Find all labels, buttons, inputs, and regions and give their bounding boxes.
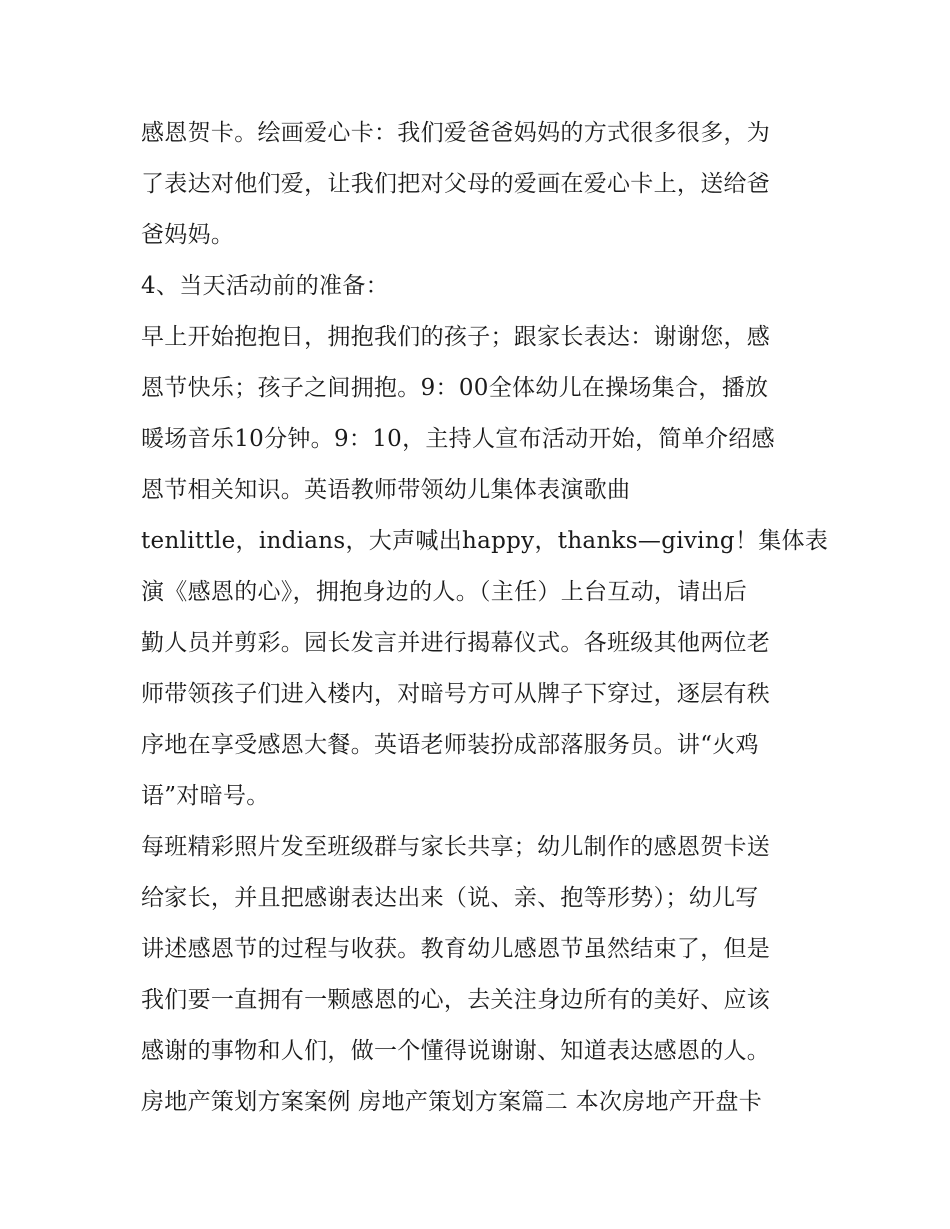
text-line: 我们要一直拥有一颗感恩的心，去关注身边所有的美好、应该 — [141, 987, 771, 1013]
text-line: 给家长，并且把感谢表达出来（说、亲、抱等形势）；幼儿写 — [141, 885, 759, 911]
document-body — [141, 108, 829, 1128]
text-line: 讲述感恩节的过程与收获。教育幼儿感恩节虽然结束了，但是 — [141, 936, 771, 962]
text-line: 恩节快乐；孩子之间拥抱。9：00全体幼儿在操场集合，播放 — [141, 375, 769, 401]
text-line: 爸妈妈。 — [141, 222, 235, 248]
text-line: 序地在享受感恩大餐。英语老师装扮成部落服务员。讲“火鸡 — [141, 732, 759, 758]
text-line: 房地产策划方案案例 房地产策划方案篇二 本次房地产开盘卡 — [141, 1089, 763, 1115]
text-line: 演《感恩的心》，拥抱身边的人。（主任）上台互动，请出后 — [141, 579, 748, 605]
text-line: 暖场音乐10分钟。9：10，主持人宣布活动开始，简单介绍感 — [141, 426, 775, 452]
text-line: 恩节相关知识。英语教师带领幼儿集体表演歌曲 — [141, 477, 631, 503]
text-line: 师带领孩子们进入楼内，对暗号方可从牌子下穿过，逐层有秩 — [141, 681, 771, 707]
text-line: 勤人员并剪彩。园长发言并进行揭幕仪式。各班级其他两位老 — [141, 630, 771, 656]
text-line: 早上开始抱抱日，拥抱我们的孩子；跟家长表达：谢谢您，感 — [141, 324, 771, 350]
text-line: 每班精彩照片发至班级群与家长共享；幼儿制作的感恩贺卡送 — [141, 834, 771, 860]
text-line: 感谢的事物和人们，做一个懂得说谢谢、知道表达感恩的人。 — [141, 1038, 771, 1064]
text-line: 了表达对他们爱，让我们把对父母的爱画在爱心卡上，送给爸 — [141, 171, 771, 197]
text-line: 语”对暗号。 — [141, 783, 270, 809]
text-line: tenlittle，indians，大声喊出happy，thanks—giving！集体表 — [141, 528, 829, 554]
text-line: 感恩贺卡。绘画爱心卡：我们爱爸爸妈妈的方式很多很多，为 — [141, 120, 771, 146]
section-heading: 4、当天活动前的准备： — [141, 273, 389, 299]
